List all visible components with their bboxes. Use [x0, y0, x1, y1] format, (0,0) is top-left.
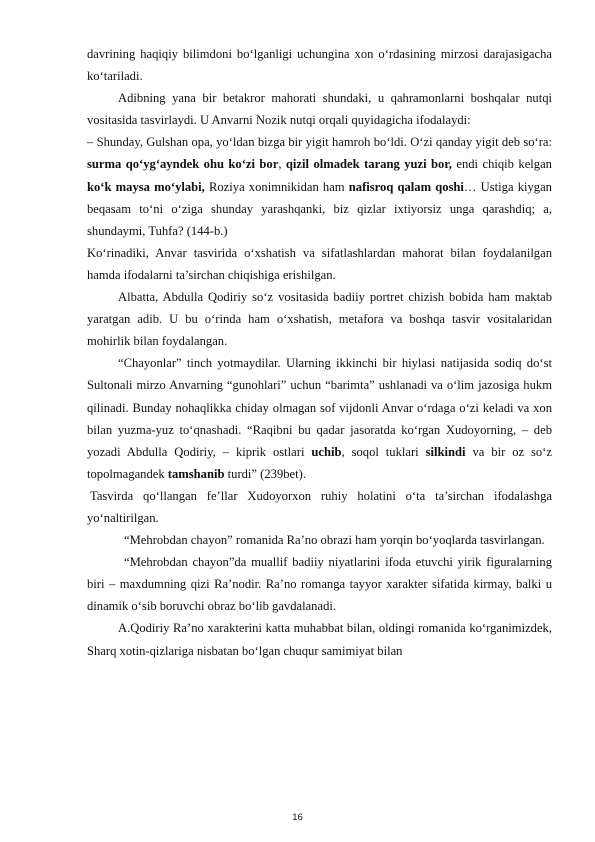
bold-phrase: qizil olmadek tarang yuzi bor,: [285, 157, 452, 172]
quote-text: ,: [278, 157, 286, 172]
paragraph-7: Tasvirda qo‘llangan fe’llar Xudoyorxon ruhiy holatini o‘ta ta’sirchan ifodalashga yo‘naltirilgan.: [87, 488, 552, 525]
bold-word: tamshanib: [167, 466, 225, 481]
body-text-span: , soqol tuklari: [341, 444, 426, 459]
body-text-span: va bir oz so‘z topolmagandek: [87, 444, 552, 481]
bold-phrase: ko‘k maysa mo‘ylabi,: [87, 179, 205, 194]
paragraph-2: Adibning yana bir betakror mahorati shundaki, u qahramonlarni boshqalar nutqi vositasida tasvirlaydi. U Anvarni Nozik nutqi orqali quyidagicha ifodalaydi:: [87, 91, 552, 128]
paragraph-9: “Mehrobdan chayon”da muallif badiiy niyatlarini ifoda etuvchi yirik figuralarning biri – maxdumning qizi Ra’nodir. Ra’no romanga tayyor xarakter sifatida kirmay, balki u dinamik o‘sib boruvchi obraz bo‘lib gavdalanadi.: [87, 555, 552, 614]
paragraph-3-quote: [87, 131, 552, 241]
body-text-span: “Chayonlar” tinch yotmaydilar. Ularning ikkinchi bir hiylasi natijasida sodiq do‘st Sultonali mirzo Anvarning “gunohlari” uchun “barimta” ushlanadi va o‘lim jazosiga hukm qilinadi. Bunday nohaqlikka chiday olmagan sof vijdonli Anvar o‘rdaga o‘zi keladi va xon bilan yuzma-yuz to‘qnashadi. “Raqibni bu qadar jasoratda ko‘rgan Xudoyorning, – deb yozadi Abdulla Qodiriy, – kiprik ostlari: [87, 356, 552, 459]
bold-word: silkindi: [425, 444, 466, 459]
paragraph-1: davrining haqiqiy bilimdoni bo‘lganligi uchungina xon o‘rdasining mirzosi darajasigacha ko‘tariladi.: [87, 47, 552, 84]
quote-text: Roziya xonimnikidan ham: [204, 179, 349, 194]
paragraph-10: A.Qodiriy Ra’no xarakterini katta muhabbat bilan, oldingi romanida ko‘rganimizdek, Sharq xotin-qizlariga nisbatan bo‘lgan chuqur samimiyat bilan: [87, 621, 552, 658]
paragraph-4: Ko‘rinadiki, Anvar tasvirida o‘xshatish va sifatlashlardan mahorat bilan foydalanilgan hamda ifodalarni ta’sirchan chiqishiga erishilgan.: [87, 245, 552, 282]
body-text: [87, 43, 552, 662]
body-text-span: turdi” (239bet).: [224, 466, 306, 481]
paragraph-5: Albatta, Abdulla Qodiriy so‘z vositasida badiiy portret chizish bobida ham maktab yaratgan adib. U bu o‘rinda ham o‘xshatish, metafora va boshqa tasvir vositalaridan mohirlik bilan foydalangan.: [87, 290, 552, 349]
bold-phrase: surma qo‘yg‘ayndek ohu ko‘zi bor: [87, 157, 279, 172]
bold-phrase: nafisroq qalam qoshi: [348, 179, 464, 194]
quote-text: … Ustiga kiygan beqasam to‘ni o‘ziga shunday yarashqanki, biz qizlar ixtiyorsiz unga qarashdiq; a, shundaymi, Tuhfa? (144-b.): [87, 179, 552, 238]
quote-text: – Shunday, Gulshan opa, yo‘ldan bizga bir yigit hamroh bo‘ldi. O‘zi qanday yigit deb so‘ra:: [87, 135, 552, 150]
quote-text: endi chiqib kelgan: [451, 157, 552, 172]
paragraph-8: “Mehrobdan chayon” romanida Ra’no obrazi ham yorqin bo‘yoqlarda tasvirlangan.: [124, 533, 545, 548]
page-number: 16: [292, 812, 303, 823]
bold-word: uchib: [311, 444, 342, 459]
paragraph-6: [87, 352, 552, 485]
